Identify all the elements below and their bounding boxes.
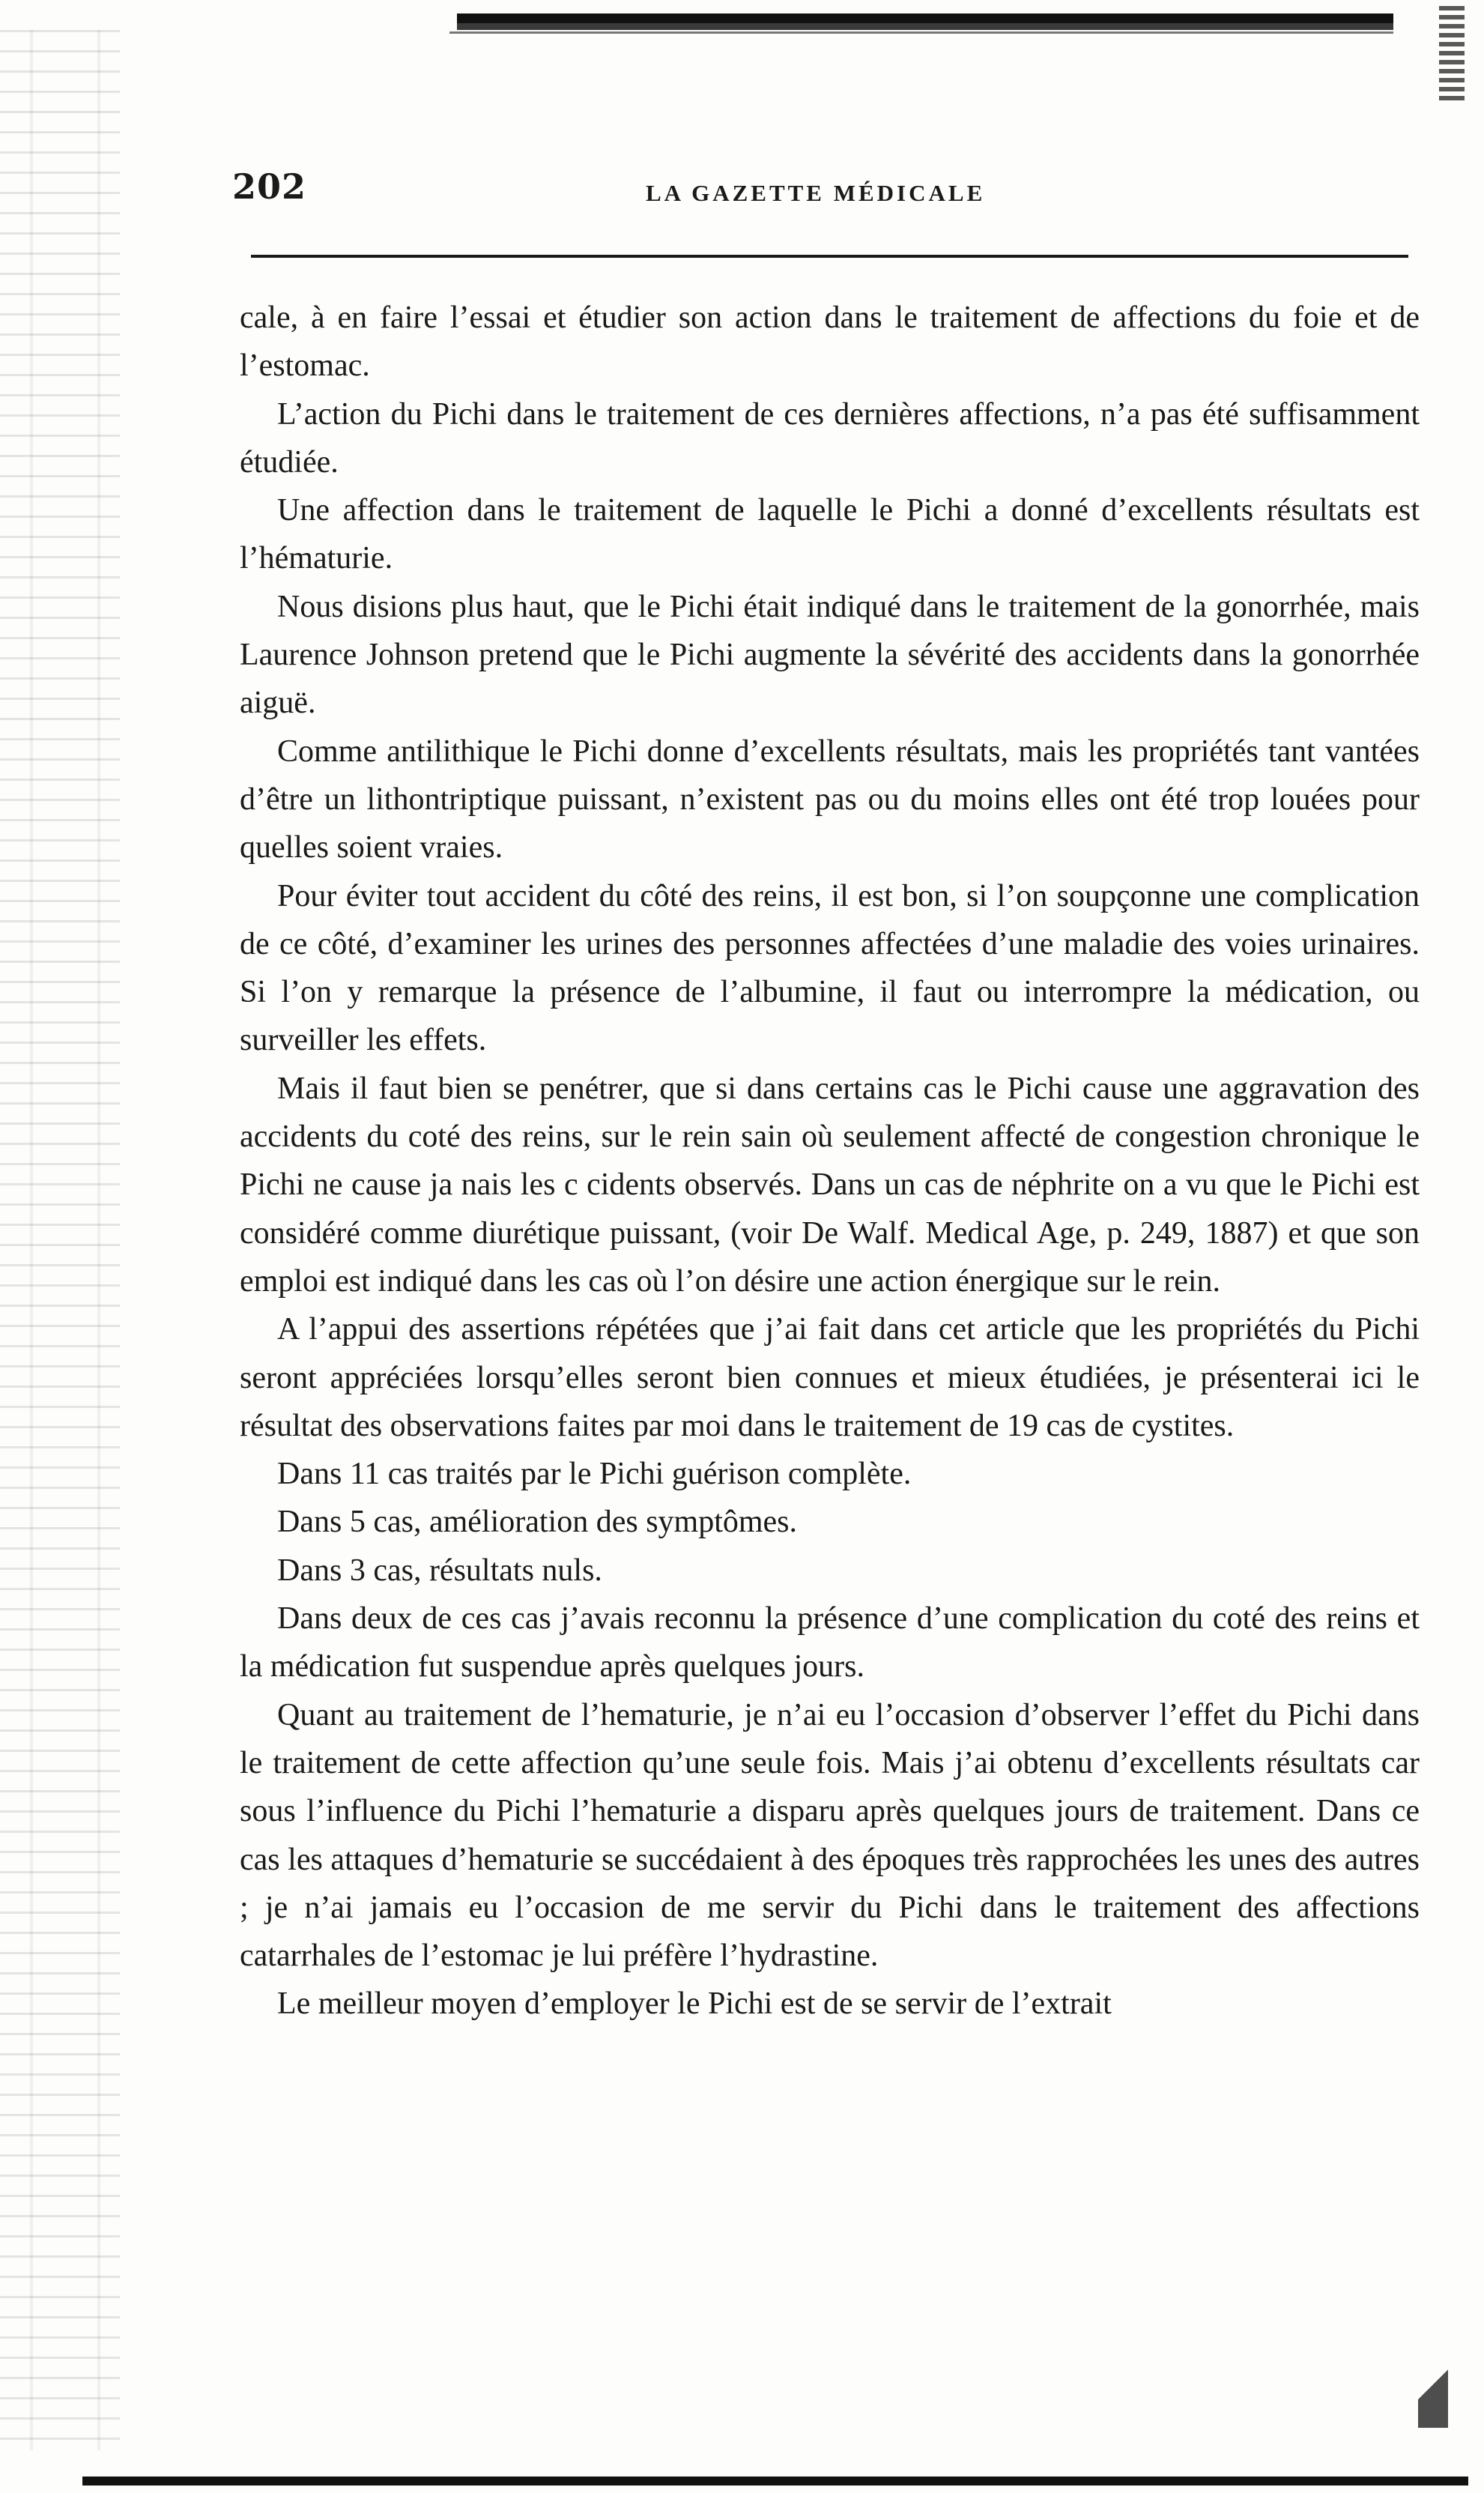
scan-top-line — [449, 31, 1393, 34]
scan-left-edge — [0, 30, 120, 2450]
page-header — [232, 166, 1416, 219]
paragraph: Dans 5 cas, amélioration des symptômes. — [277, 1505, 798, 1540]
scan-bottom-edge — [82, 2477, 1468, 2486]
paragraph: cale, à en faire l’essai et étudier son action dans le traitement de affections du foie et de l’estomac. — [240, 300, 1420, 384]
paragraph: Dans deux de ces cas j’avais reconnu la présence d’une complication du coté des reins et la médication fut suspendue après quelques jours. — [240, 1601, 1420, 1684]
paragraph: Une affection dans le traitement de laquelle le Pichi a donné d’excellents résultats est l’hématurie. — [240, 493, 1420, 576]
page-number: 202 — [232, 166, 307, 207]
paragraph: A l’appui des assertions répétées que j’ai fait dans cet article que les propriétés du Pichi seront appréciées lorsqu’elles seront bien connues et mieux étudiées, je présenterai ici le résultat des observations faites par moi dans le traitement de 19 cas de cystites. — [240, 1312, 1420, 1443]
paragraph: L’action du Pichi dans le traitement de ces dernières affections, n’a pas été suffisamment étudiée. — [240, 396, 1420, 480]
paragraph: Comme antilithique le Pichi donne d’excellents résultats, mais les propriétés tant vantées d’être un lithontriptique puissant, n’existent pas ou du moins elles ont été trop louées pour quelles soient vraies. — [240, 734, 1420, 865]
scan-corner-stamp — [1418, 2360, 1448, 2428]
paragraph: Le meilleur moyen d’employer le Pichi est de se servir de l’extrait — [277, 1986, 1112, 2022]
paragraph: Dans 3 cas, résultats nuls. — [277, 1553, 602, 1588]
paragraph: Nous disions plus haut, que le Pichi était indiqué dans le traitement de la gonorrhée, mais Laurence Johnson pretend que le Pichi augmente la sévérité des accidents dans la gonorrhée aiguë. — [240, 589, 1420, 721]
scan-top-edge — [457, 13, 1393, 30]
paragraph: Pour éviter tout accident du côté des reins, il est bon, si l’on soupçonne une complication de ce côté, d’examiner les urines des personnes affectées d’une maladie des voies urinaires. Si l’on y remarque la présence de l’albumine, il faut ou interrompre la médication, ou surveiller les effets. — [240, 878, 1420, 1058]
paragraph: Mais il faut bien se penétrer, que si dans certains cas le Pichi cause une aggravation des accidents du coté des reins, sur le rein sain où seulement affecté de congestion chronique le Pichi ne cause ja nais les c cidents observés. Dans un cas de néphrite on a vu que le Pichi est considéré comme diurétique puissant, (voir De Walf. Medical Age, p. 249, 1887) et que son emploi est indiqué dans les cas où l’on désire une action énergique sur le rein. — [240, 1071, 1420, 1299]
running-title: LA GAZETTE MÉDICALE — [646, 180, 986, 206]
body-text — [240, 294, 1420, 2028]
scan-corner-mark — [1439, 6, 1465, 103]
paragraph: Dans 11 cas traités par le Pichi guérison complète. — [277, 1457, 912, 1492]
paragraph: Quant au traitement de l’hematurie, je n’ai eu l’occasion d’observer l’effet du Pichi dans le traitement de cette affection qu’une seule fois. Mais j’ai obtenu d’excellents résultats car sous l’influence du Pichi l’hematurie a disparu après quelques jours de traitement. Dans ce cas les attaques d’hematurie se succédaient à des époques très rapprochées les unes des autres ; je n’ai jamais eu l’occasion de me servir du Pichi dans le traitement des affections catarrhales de l’estomac je lui préfère l’hydrastine. — [240, 1697, 1420, 1974]
header-rule — [251, 255, 1408, 258]
